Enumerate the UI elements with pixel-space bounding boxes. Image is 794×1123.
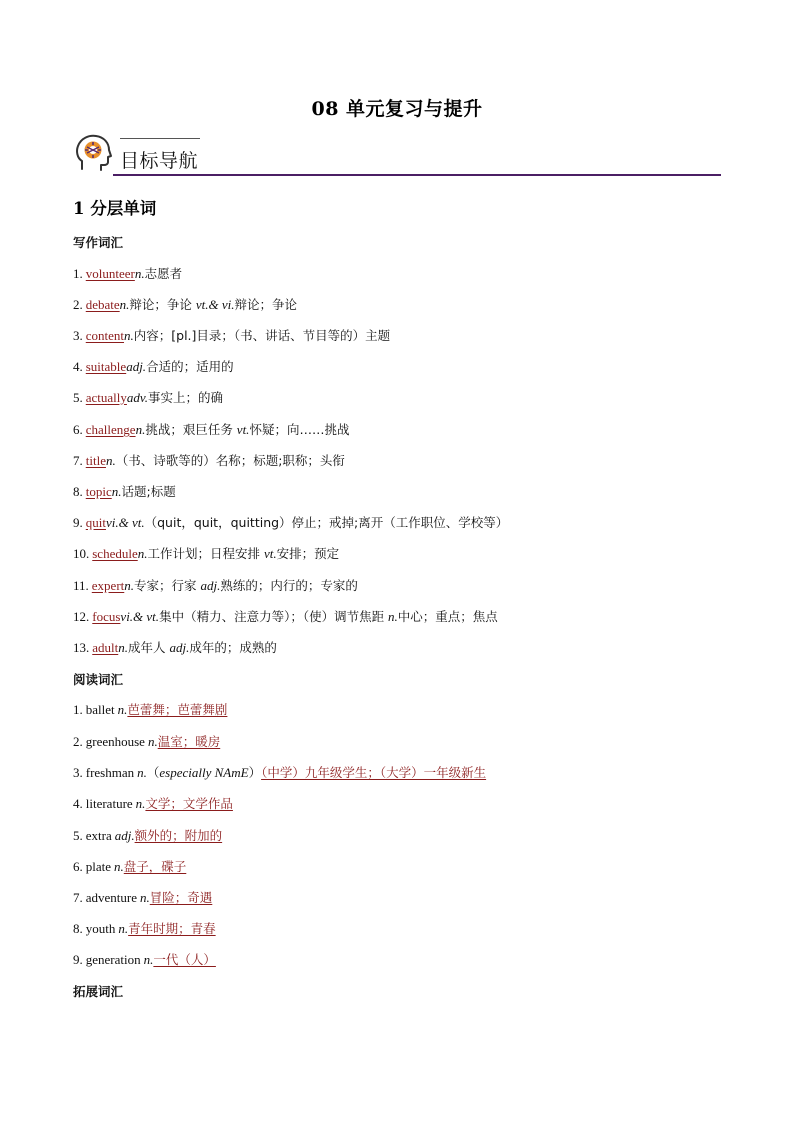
list-item	[73, 857, 186, 875]
definition: 内容；[pl.]目录；（书、讲话、节目等的）主题	[133, 328, 391, 343]
list-item	[73, 357, 234, 375]
item-number: 6.	[73, 859, 83, 874]
usage-note-close: ）	[248, 765, 262, 780]
list-item	[73, 888, 212, 906]
item-number: 12.	[73, 609, 90, 624]
part-of-speech: n.	[105, 453, 116, 468]
item-number: 8.	[73, 921, 83, 936]
reading-vocab-heading: 阅读词汇	[73, 672, 124, 687]
item-number: 1.	[73, 266, 83, 281]
answer-definition: 温室；暖房	[157, 734, 221, 749]
list-item	[73, 576, 358, 594]
list-item	[73, 763, 486, 781]
part-of-speech-2: vt.	[263, 546, 277, 561]
item-number: 1.	[73, 702, 83, 717]
list-item	[73, 388, 223, 406]
extended-vocab-heading: 拓展词汇	[73, 984, 124, 999]
part-of-speech: n.	[135, 796, 146, 811]
list-item	[73, 700, 227, 718]
part-of-speech-2: vt.	[236, 422, 250, 437]
part-of-speech-2: n.	[388, 609, 398, 624]
list-item	[73, 295, 297, 313]
answer-word: volunteer	[85, 266, 135, 281]
answer-definition: 盘子，碟子	[123, 859, 187, 874]
part-of-speech: n.	[134, 266, 145, 281]
item-number: 9.	[73, 515, 83, 530]
definition-2: 熟练的；内行的；专家的	[220, 578, 358, 593]
list-item	[73, 482, 176, 500]
item-number: 2.	[73, 734, 83, 749]
answer-word: title	[85, 453, 106, 468]
page-title: 08 单元复习与提升	[311, 98, 483, 120]
part-of-speech: n.	[143, 952, 154, 967]
definition: 话题;标题	[121, 484, 176, 499]
item-number: 4.	[73, 796, 83, 811]
part-of-speech: adj.	[126, 359, 147, 374]
banner-divider	[113, 174, 721, 176]
section-banner	[73, 133, 721, 179]
usage-note: especially NAmE	[159, 765, 249, 780]
list-item	[73, 420, 349, 438]
part-of-speech: n.	[118, 640, 128, 655]
list-item	[73, 326, 390, 344]
answer-word: debate	[85, 297, 120, 312]
definition: 工作计划；日程安排	[147, 546, 264, 561]
item-number: 5.	[73, 828, 83, 843]
list-item	[73, 607, 498, 625]
vocab-word: adventure	[85, 890, 138, 905]
list-item	[73, 544, 339, 562]
item-number: 3.	[73, 328, 83, 343]
vocab-word: plate	[85, 859, 112, 874]
item-number: 13.	[73, 640, 90, 655]
definition: 辩论；争论	[129, 297, 196, 312]
answer-definition: 一代（人）	[153, 952, 216, 967]
definition-2: 中心；重点；焦点	[397, 609, 498, 624]
part-of-speech: n.	[119, 297, 130, 312]
item-number: 5.	[73, 390, 83, 405]
vocab-word: greenhouse	[85, 734, 145, 749]
list-item	[73, 264, 182, 282]
list-item	[73, 950, 216, 968]
answer-word: focus	[92, 609, 121, 624]
answer-definition: 青年时期；青春	[128, 921, 216, 936]
part-of-speech: n.	[137, 765, 147, 780]
vocab-word: extra	[85, 828, 112, 843]
answer-definition: 芭蕾舞；芭蕾舞剧	[127, 702, 228, 717]
vocab-word: youth	[85, 921, 116, 936]
definition-2: 怀疑；向……挑战	[249, 422, 350, 437]
definition: 合适的；适用的	[146, 359, 234, 374]
item-number: 9.	[73, 952, 83, 967]
list-item	[73, 826, 222, 844]
part-of-speech: n.	[114, 859, 124, 874]
answer-word: topic	[85, 484, 112, 499]
definition-2: 辩论；争论	[234, 297, 298, 312]
answer-word: adult	[92, 640, 119, 655]
answer-word: challenge	[85, 422, 136, 437]
definition: 志愿者	[144, 266, 183, 281]
part-of-speech: n.	[140, 890, 150, 905]
answer-word: expert	[91, 578, 125, 593]
part-of-speech: n.	[118, 921, 129, 936]
definition: 集中（精力、注意力等）；（使）调节焦距	[159, 609, 389, 624]
answer-word: content	[85, 328, 125, 343]
answer-definition: 额外的；附加的	[134, 828, 223, 843]
answer-word: actually	[85, 390, 127, 405]
part-of-speech: n.	[124, 328, 134, 343]
vocab-word: freshman	[85, 765, 135, 780]
section-heading: 1 分层单词	[73, 199, 157, 218]
part-of-speech: n.	[147, 734, 158, 749]
vocab-word: ballet	[85, 702, 115, 717]
part-of-speech: vi.& vt.	[120, 609, 160, 624]
part-of-speech-2: adj.	[200, 578, 221, 593]
answer-definition: 冒险；奇遇	[149, 890, 213, 905]
item-number: 7.	[73, 890, 83, 905]
banner-title: 目标导航	[120, 150, 199, 172]
brain-head-icon	[73, 133, 113, 175]
part-of-speech-2: adj.	[169, 640, 190, 655]
answer-definition: 文学；文学作品	[145, 796, 233, 811]
list-item	[73, 513, 508, 531]
part-of-speech: adj.	[114, 828, 135, 843]
item-number: 2.	[73, 297, 83, 312]
item-number: 7.	[73, 453, 83, 468]
part-of-speech: n.	[117, 702, 128, 717]
item-number: 4.	[73, 359, 83, 374]
item-number: 6.	[73, 422, 83, 437]
definition: （书、诗歌等的）名称；标题;职称；头衔	[115, 453, 345, 468]
answer-word: suitable	[85, 359, 127, 374]
part-of-speech: n.	[137, 546, 148, 561]
vocab-word: literature	[85, 796, 133, 811]
list-item	[73, 451, 345, 469]
list-item	[73, 919, 216, 937]
part-of-speech: vi.& vt.	[105, 515, 145, 530]
part-of-speech: n.	[111, 484, 122, 499]
definition-2: 安排；预定	[276, 546, 340, 561]
definition: 成年人	[128, 640, 170, 655]
definition: （quit，quit，quitting）停止；戒掉;离开（工作职位、学校等）	[144, 515, 509, 530]
part-of-speech: adv.	[126, 390, 148, 405]
usage-note-open: （	[146, 765, 160, 780]
list-item	[73, 794, 233, 812]
definition-2: 成年的；成熟的	[189, 640, 277, 655]
vocab-word: generation	[85, 952, 141, 967]
answer-definition: （中学）九年级学生；（大学）一年级新生	[261, 765, 487, 780]
answer-word: quit	[85, 515, 106, 530]
item-number: 3.	[73, 765, 83, 780]
list-item	[73, 732, 220, 750]
list-item	[73, 638, 277, 656]
answer-word: schedule	[92, 546, 138, 561]
definition: 专家；行家	[134, 578, 201, 593]
definition: 挑战；艰巨任务	[145, 422, 237, 437]
item-number: 11.	[73, 578, 89, 593]
writing-vocab-heading: 写作词汇	[73, 235, 124, 250]
part-of-speech: n.	[135, 422, 146, 437]
part-of-speech: n.	[124, 578, 135, 593]
part-of-speech-2: vt.& vi.	[195, 297, 235, 312]
item-number: 8.	[73, 484, 83, 499]
banner-decor-line	[120, 138, 200, 139]
definition: 事实上；的确	[147, 390, 223, 405]
item-number: 10.	[73, 546, 90, 561]
